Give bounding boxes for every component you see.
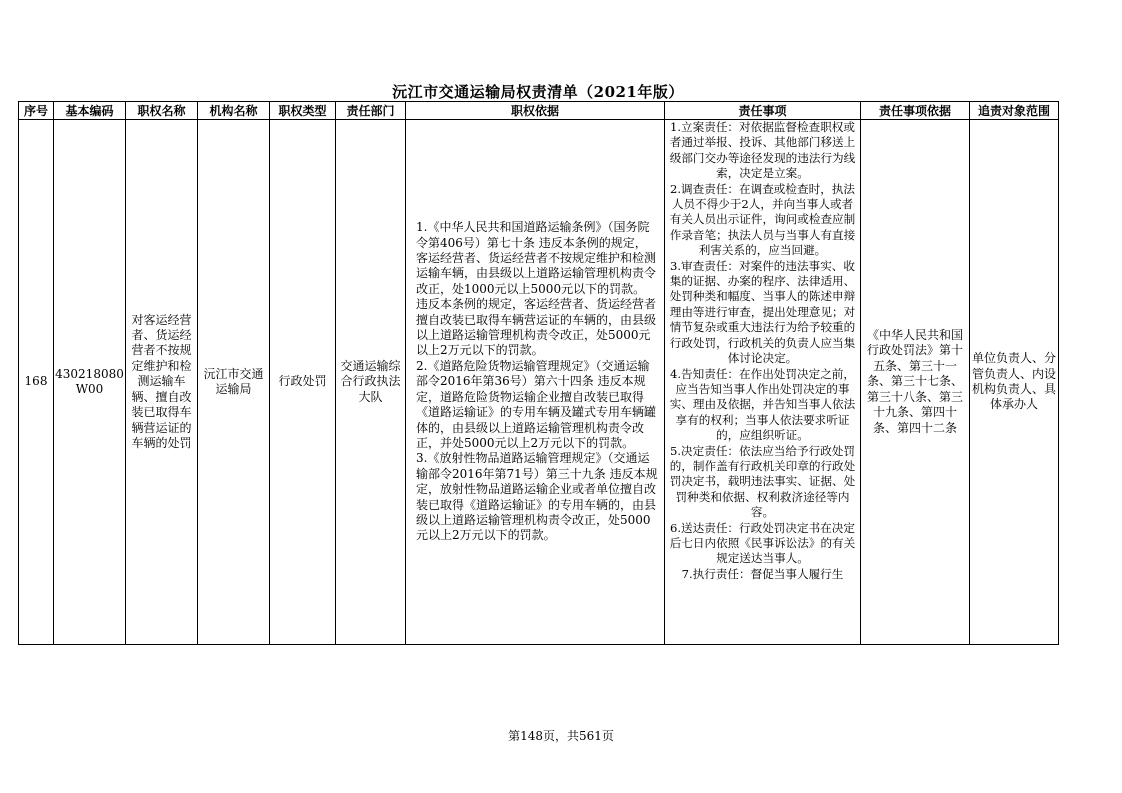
duty-paragraph: 2.调查责任：在调查或检查时，执法人员不得少于2人，并向当事人或者有关人员出示证件，询问或检查应制作录音笔；执法人员与当事人有直接利害关系的，应当回避。 [669,181,856,258]
header-duty-basis: 责任事项依据 [861,102,970,120]
header-duties: 责任事项 [665,102,861,120]
header-org-name: 机构名称 [198,102,270,120]
cell-duty-basis: 《中华人民共和国行政处罚法》第十五条、第三十一条、第三十七条、第三十八条、第三十九条、第四十条、第四十二条 [861,120,970,645]
cell-org-name: 沅江市交通运输局 [198,120,270,645]
cell-basis [406,120,665,645]
cell-seq: 168 [19,120,54,645]
basis-paragraph: 1.《中华人民共和国道路运输条例》（国务院令第406号）第七十条 违反本条例的规定，客运经营者、货运经营者不按规定维护和检测运输车辆，由县级以上道路运输管理机构责令改正，处1000元以上5000元以下的罚款。 违反本条例的规定，客运经营者、货运经营者擅自改装已取得车辆营运证的车辆的，由县级以上道路运输管理机构责令改正，处5000元以上2万元以下的罚款。 [416,220,657,358]
cell-accountability: 单位负责人、分管负责人、内设机构负责人、具体承办人 [970,120,1059,645]
cell-code: 430218080W00 [54,120,126,645]
basis-paragraph: 2.《道路危险货物运输管理规定》（交通运输部令2016年第36号）第六十四条 违反本规定，道路危险货物运输企业擅自改装已取得《道路运输证》的专用车辆及罐式专用车辆罐体的，由县级以上道路运输管理机构责令改正，并处5000元以上2万元以下的罚款。 [416,358,657,450]
page-title: 沅江市交通运输局权责清单（2021年版） [392,83,684,101]
header-row [19,102,1059,120]
duty-table [18,101,1059,645]
header-dept: 责任部门 [336,102,406,120]
duty-paragraph: 1.立案责任：对依据监督检查职权或者通过举报、投诉、其他部门移送上级部门交办等途径发现的违法行为线索，决定是立案。 [669,120,856,181]
duty-paragraph: 7.执行责任：督促当事人履行生 [681,566,844,581]
duty-paragraph: 3.审查责任：对案件的违法事实、收集的证据、办案的程序、法律适用、处罚种类和幅度、当事人的陈述申辩理由等进行审查，提出处理意见；对情节复杂或重大违法行为给予较重的行政处罚，行政机关的负责人应当集体讨论决定。 [669,258,856,366]
duty-paragraph: 5.决定责任：依法应当给予行政处罚的，制作盖有行政机关印章的行政处罚决定书，载明违法事实、证据、处罚种类和依据、权利救济途径等内容。 [669,443,856,520]
header-accountability: 追责对象范围 [970,102,1059,120]
basis-paragraph: 3.《放射性物品道路运输管理规定》（交通运输部令2016年第71号）第三十九条 违反本规定，放射性物品道路运输企业或者单位擅自改装已取得《道路运输证》的专用车辆的，由县级以上道路运输管理机构责令改正，处5000元以上2万元以下的罚款。 [416,451,658,543]
cell-duties [665,120,861,645]
cell-power-type: 行政处罚 [270,120,336,645]
header-power-type: 职权类型 [270,102,336,120]
cell-power-name: 对客运经营者、货运经营者不按规定维护和检测运输车辆、擅自改装已取得车辆营运证的车辆的处罚 [126,120,198,645]
header-power-name: 职权名称 [126,102,198,120]
header-code: 基本编码 [54,102,126,120]
duty-paragraph: 4.告知责任：在作出处罚决定之前，应当告知当事人作出处罚决定的事实、理由及依据，并告知当事人依法享有的权利；当事人依法要求听证的，应组织听证。 [669,366,856,443]
page-footer: 第148页，共561页 [508,729,614,743]
header-seq: 序号 [19,102,54,120]
duty-paragraph: 6.送达责任：行政处罚决定书在决定后七日内依照《民事诉讼法》的有关规定送达当事人。 [669,520,856,566]
cell-dept: 交通运输综合行政执法大队 [336,120,406,645]
header-basis: 职权依据 [406,102,665,120]
table-row [19,120,1059,645]
